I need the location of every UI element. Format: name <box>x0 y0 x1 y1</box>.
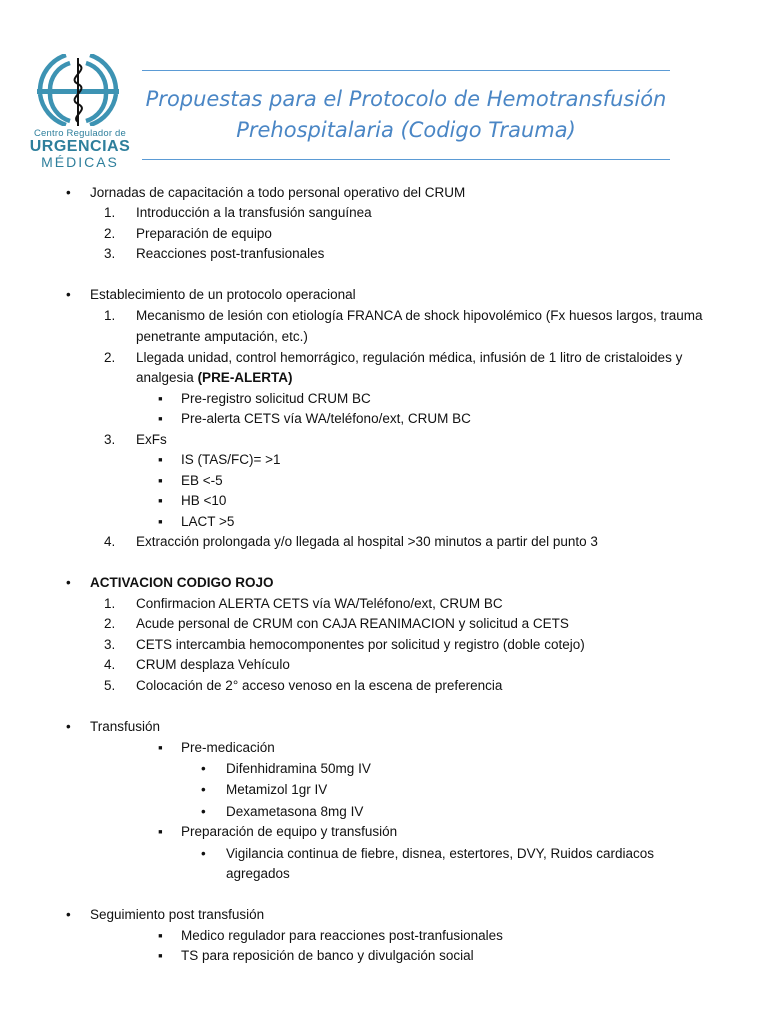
sub-sub-list-item-continuation: agregados <box>226 866 290 881</box>
list-number: 2. <box>104 226 116 241</box>
list-item: Colocación de 2° acceso venoso en la escena de preferencia <box>136 678 503 693</box>
square-bullet-icon: ▪ <box>158 740 163 755</box>
list-item: Confirmacion ALERTA CETS vía WA/Teléfono/ext, CRUM BC <box>136 596 503 611</box>
bullet-icon: • <box>66 907 71 922</box>
list-number: 1. <box>104 596 116 611</box>
logo-text-line1: Centro Regulador de <box>34 128 126 139</box>
sub-list-item: Medico regulador para reacciones post-tranfusionales <box>181 928 503 943</box>
bullet-icon: • <box>201 804 206 819</box>
list-number: 4. <box>104 534 116 549</box>
section-heading: Establecimiento de un protocolo operacional <box>90 287 356 302</box>
list-number: 1. <box>104 308 116 323</box>
list-item: Reacciones post-tranfusionales <box>136 246 325 261</box>
title-line1: Propuestas para el Protocolo de Hemotransfusión <box>145 87 667 111</box>
sub-list-item: IS (TAS/FC)= >1 <box>181 452 281 467</box>
bullet-icon: • <box>201 761 206 776</box>
title-rule-top <box>142 70 670 71</box>
list-item: Acude personal de CRUM con CAJA REANIMACION y solicitud a CETS <box>136 616 569 631</box>
sub-list-item: LACT >5 <box>181 514 235 529</box>
sub-sub-list-item: Difenhidramina 50mg IV <box>226 761 371 776</box>
square-bullet-icon: ▪ <box>158 493 163 508</box>
list-item: ExFs <box>136 432 167 447</box>
logo-text-line2: URGENCIAS <box>29 138 131 155</box>
list-number: 4. <box>104 657 116 672</box>
list-item: CETS intercambia hemocomponentes por solicitud y registro (doble cotejo) <box>136 637 585 652</box>
square-bullet-icon: ▪ <box>158 928 163 943</box>
list-number: 2. <box>104 616 116 631</box>
section-heading: Transfusión <box>90 719 161 734</box>
list-item: Llegada unidad, control hemorrágico, regulación médica, infusión de 1 litro de cristaloides y <box>136 350 683 365</box>
section-heading: ACTIVACION CODIGO ROJO <box>90 575 274 590</box>
square-bullet-icon: ▪ <box>158 411 163 426</box>
square-bullet-icon: ▪ <box>158 514 163 529</box>
square-bullet-icon: ▪ <box>158 948 163 963</box>
sub-sub-list-item: Metamizol 1gr IV <box>226 782 328 797</box>
bullet-icon: • <box>66 185 71 200</box>
square-bullet-icon: ▪ <box>158 391 163 406</box>
sub-list-item: Pre-registro solicitud CRUM BC <box>181 391 371 406</box>
section-heading: Jornadas de capacitación a todo personal operativo del CRUM <box>90 185 466 200</box>
list-number: 5. <box>104 678 116 693</box>
logo-text-line3: MÉDICAS <box>41 154 119 170</box>
list-item: CRUM desplaza Vehículo <box>136 657 290 672</box>
square-bullet-icon: ▪ <box>158 452 163 467</box>
bullet-icon: • <box>201 782 206 797</box>
bullet-icon: • <box>66 575 71 590</box>
square-bullet-icon: ▪ <box>158 473 163 488</box>
list-item: Mecanismo de lesión con etiología FRANCA de shock hipovolémico (Fx huesos largos, trauma <box>136 308 703 323</box>
sub-list-item: Preparación de equipo y transfusión <box>181 824 398 839</box>
bullet-icon: • <box>66 287 71 302</box>
list-item-continuation <box>136 368 293 388</box>
sub-list-item: Pre-alerta CETS vía WA/teléfono/ext, CRUM BC <box>181 411 471 426</box>
sub-list-item: EB <-5 <box>181 473 223 488</box>
list-item: Introducción a la transfusión sanguínea <box>136 205 372 220</box>
page-title <box>142 84 670 146</box>
sub-sub-list-item: Vigilancia continua de fiebre, disnea, estertores, DVY, Ruidos cardiacos <box>226 846 654 861</box>
list-number: 1. <box>104 205 116 220</box>
title-rule-bottom <box>142 159 670 160</box>
sub-list-item: Pre-medicación <box>181 740 275 755</box>
list-item: Preparación de equipo <box>136 226 272 241</box>
list-number: 2. <box>104 350 116 365</box>
list-item-text: analgesia <box>136 370 194 385</box>
sub-list-item: TS para reposición de banco y divulgación social <box>181 948 474 963</box>
title-line2: Prehospitalaria (Codigo Trauma) <box>236 118 576 142</box>
pre-alerta-label: (PRE-ALERTA) <box>197 370 293 385</box>
list-number: 3. <box>104 246 116 261</box>
list-number: 3. <box>104 432 116 447</box>
bullet-icon: • <box>201 846 206 861</box>
sub-list-item: HB <10 <box>181 493 227 508</box>
sub-sub-list-item: Dexametasona 8mg IV <box>226 804 364 819</box>
square-bullet-icon: ▪ <box>158 824 163 839</box>
section-heading: Seguimiento post transfusión <box>90 907 265 922</box>
caduceus-logo-icon <box>32 54 124 126</box>
list-item: Extracción prolongada y/o llegada al hospital >30 minutos a partir del punto 3 <box>136 534 598 549</box>
list-item-continuation: penetrante amputación, etc.) <box>136 329 308 344</box>
bullet-icon: • <box>66 719 71 734</box>
list-number: 3. <box>104 637 116 652</box>
logo <box>28 54 132 170</box>
